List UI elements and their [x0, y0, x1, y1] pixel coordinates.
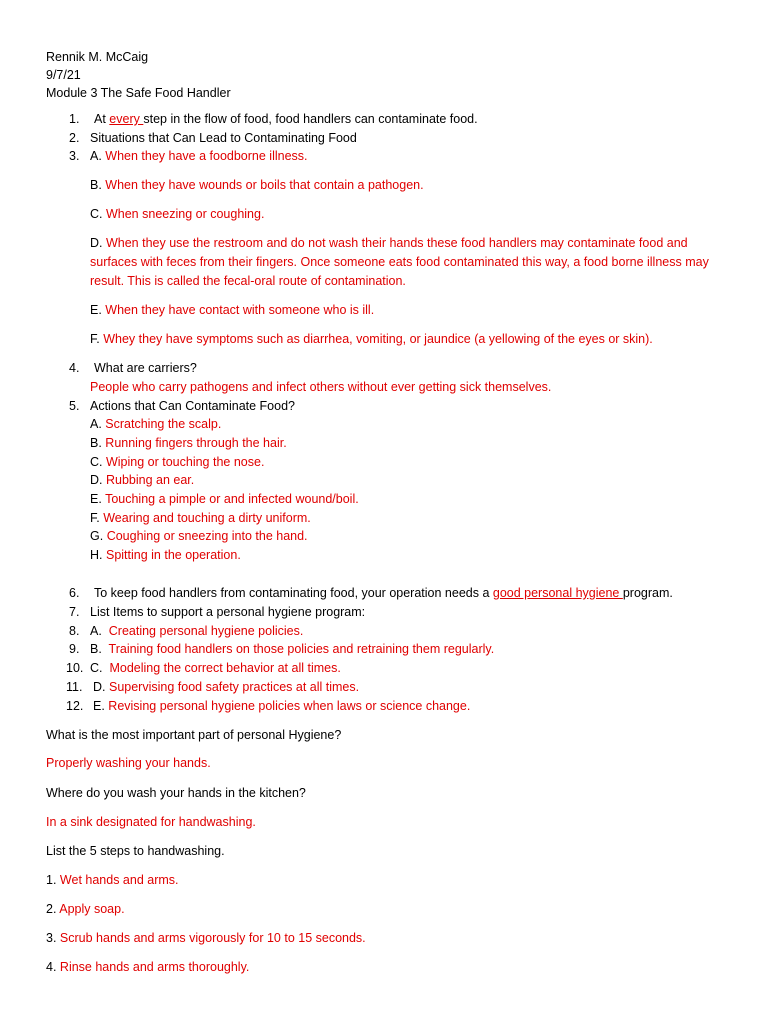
- question: What is the most important part of personal Hygiene?: [46, 728, 342, 742]
- action-item: A. Scratching the scalp.: [90, 417, 222, 431]
- item-3b: B. When they have wounds or boils that contain a pathogen.: [90, 178, 424, 192]
- steps-heading: List the 5 steps to handwashing.: [46, 844, 225, 858]
- item-3f: F. Whey they have symptoms such as diarrhea, vomiting, or jaundice (a yellowing of the eyes or skin).: [90, 332, 653, 346]
- fill-in-answer: every: [109, 112, 144, 126]
- action-item: B. Running fingers through the hair.: [90, 436, 287, 450]
- item-7-text: List Items to support a personal hygiene program:: [90, 605, 366, 619]
- answer: Properly washing your hands.: [46, 756, 211, 770]
- question: Where do you wash your hands in the kitchen?: [46, 786, 306, 800]
- fill-in-answer: good personal hygiene: [492, 586, 623, 600]
- action-item: D. Rubbing an ear.: [90, 473, 195, 487]
- action-item: H. Spitting in the operation.: [90, 548, 241, 562]
- item-3d-line-1: D. When they use the restroom and do not wash their hands these food handlers may contaminate food and: [90, 236, 688, 250]
- item-3c: C. When sneezing or coughing.: [90, 207, 265, 221]
- item-number: 8.: [69, 624, 80, 638]
- hygiene-program-item: C. Modeling the correct behavior at all times.: [90, 661, 341, 675]
- item-2-text: Situations that Can Lead to Contaminating Food: [90, 131, 357, 145]
- hygiene-program-item: A. Creating personal hygiene policies.: [90, 624, 304, 638]
- item-number: 12.: [66, 699, 84, 713]
- item-3e: E. When they have contact with someone who is ill.: [90, 303, 375, 317]
- document-title: Module 3 The Safe Food Handler: [46, 86, 231, 100]
- item-number: 9.: [69, 642, 80, 656]
- action-item: C. Wiping or touching the nose.: [90, 455, 265, 469]
- item-4-answer: People who carry pathogens and infect others without ever getting sick themselves.: [90, 380, 552, 394]
- item-6-text: To keep food handlers from contaminating food, your operation needs a good personal hygiene program.: [94, 586, 673, 600]
- hygiene-program-item: B. Training food handlers on those policies and retraining them regularly.: [90, 642, 495, 656]
- handwashing-step: 4. Rinse hands and arms thoroughly.: [46, 960, 250, 974]
- item-number: 7.: [69, 605, 80, 619]
- item-number: 11.: [66, 680, 83, 694]
- item-number: 10.: [66, 661, 84, 675]
- hygiene-program-item: D. Supervising food safety practices at all times.: [93, 680, 360, 694]
- handwashing-step: 2. Apply soap.: [46, 902, 125, 916]
- item-number: 4.: [69, 361, 80, 375]
- action-item: F. Wearing and touching a dirty uniform.: [90, 511, 311, 525]
- item-number: 2.: [69, 131, 80, 145]
- item-number: 3.: [69, 149, 80, 163]
- hygiene-program-item: E. Revising personal hygiene policies when laws or science change.: [93, 699, 471, 713]
- item-3d-line-3: result. This is called the fecal-oral route of contamination.: [90, 274, 406, 288]
- handwashing-step: 3. Scrub hands and arms vigorously for 10 to 15 seconds.: [46, 931, 366, 945]
- handwashing-step: 1. Wet hands and arms.: [46, 873, 179, 887]
- author-name: Rennik M. McCaig: [46, 50, 149, 64]
- action-item: E. Touching a pimple or and infected wound/boil.: [90, 492, 359, 506]
- item-1-text: At every step in the flow of food, food handlers can contaminate food.: [94, 112, 478, 126]
- item-number: 5.: [69, 399, 80, 413]
- item-4-question: What are carriers?: [94, 361, 197, 375]
- item-3d-line-2: surfaces with feces from their fingers. Once someone eats food contaminated this way, a food borne illness may: [90, 255, 709, 269]
- action-item: G. Coughing or sneezing into the hand.: [90, 529, 308, 543]
- document-date: 9/7/21: [46, 68, 81, 82]
- item-5-question: Actions that Can Contaminate Food?: [90, 399, 295, 413]
- item-number: 1.: [69, 112, 80, 126]
- item-3a: A. When they have a foodborne illness.: [90, 149, 308, 163]
- item-number: 6.: [69, 586, 80, 600]
- answer: In a sink designated for handwashing.: [46, 815, 256, 829]
